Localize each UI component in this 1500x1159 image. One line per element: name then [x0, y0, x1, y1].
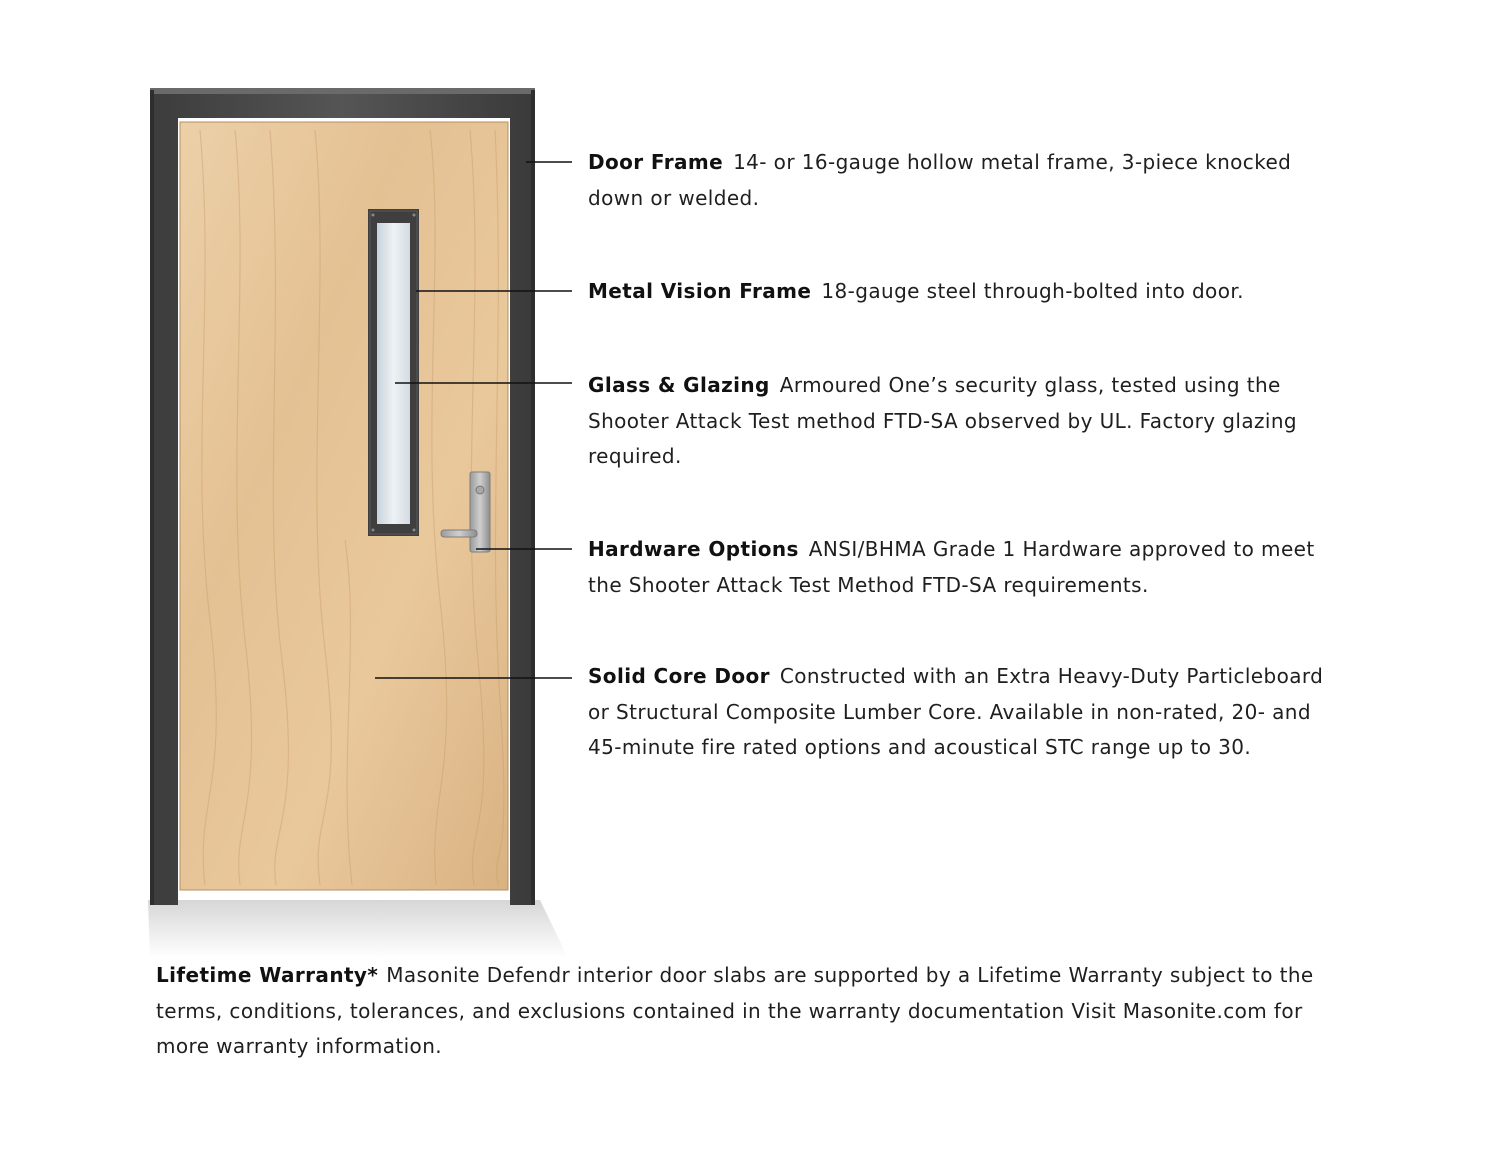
callout-door-frame	[588, 145, 1328, 216]
floor-shadow	[148, 900, 568, 958]
callout-term: Solid Core Door	[588, 664, 770, 688]
door-slab	[180, 122, 508, 890]
callout-hardware-options	[588, 532, 1328, 603]
callout-term: Hardware Options	[588, 537, 799, 561]
callout-term: Door Frame	[588, 150, 724, 174]
callout-description: 18-gauge steel through-bolted into door.	[821, 279, 1244, 303]
callout-term: Glass & Glazing	[588, 373, 770, 397]
callout-solid-core-door	[588, 659, 1328, 766]
callout-description: ANSI/BHMA Grade 1 Hardware approved to meet the Shooter Attack Test Method FTD-SA requirements.	[588, 537, 1315, 597]
warranty-term: Lifetime Warranty*	[156, 963, 379, 987]
callout-description: Armoured One’s security glass, tested using the Shooter Attack Test method FTD-SA observed by UL. Factory glazing required.	[588, 373, 1298, 468]
glass-pane	[377, 223, 410, 524]
callout-term: Metal Vision Frame	[588, 279, 812, 303]
warranty-description: Masonite Defendr interior door slabs are supported by a Lifetime Warranty subject to the terms, conditions, tolerances, and exclusions contained in the warranty documentation Visit Masonite.com for more warranty information.	[156, 963, 1314, 1058]
callout-glass-glazing	[588, 368, 1308, 475]
callout-description: Constructed with an Extra Heavy-Duty Particleboard or Structural Composite Lumber Core. Available in non-rated, 20- and 45-minute fire rated options and acoustical STC range up to 30.	[588, 664, 1324, 759]
callout-description: 14- or 16-gauge hollow metal frame, 3-piece knocked down or welded.	[588, 150, 1292, 210]
warranty-note	[156, 958, 1336, 1065]
callout-metal-vision-frame	[588, 274, 1328, 310]
